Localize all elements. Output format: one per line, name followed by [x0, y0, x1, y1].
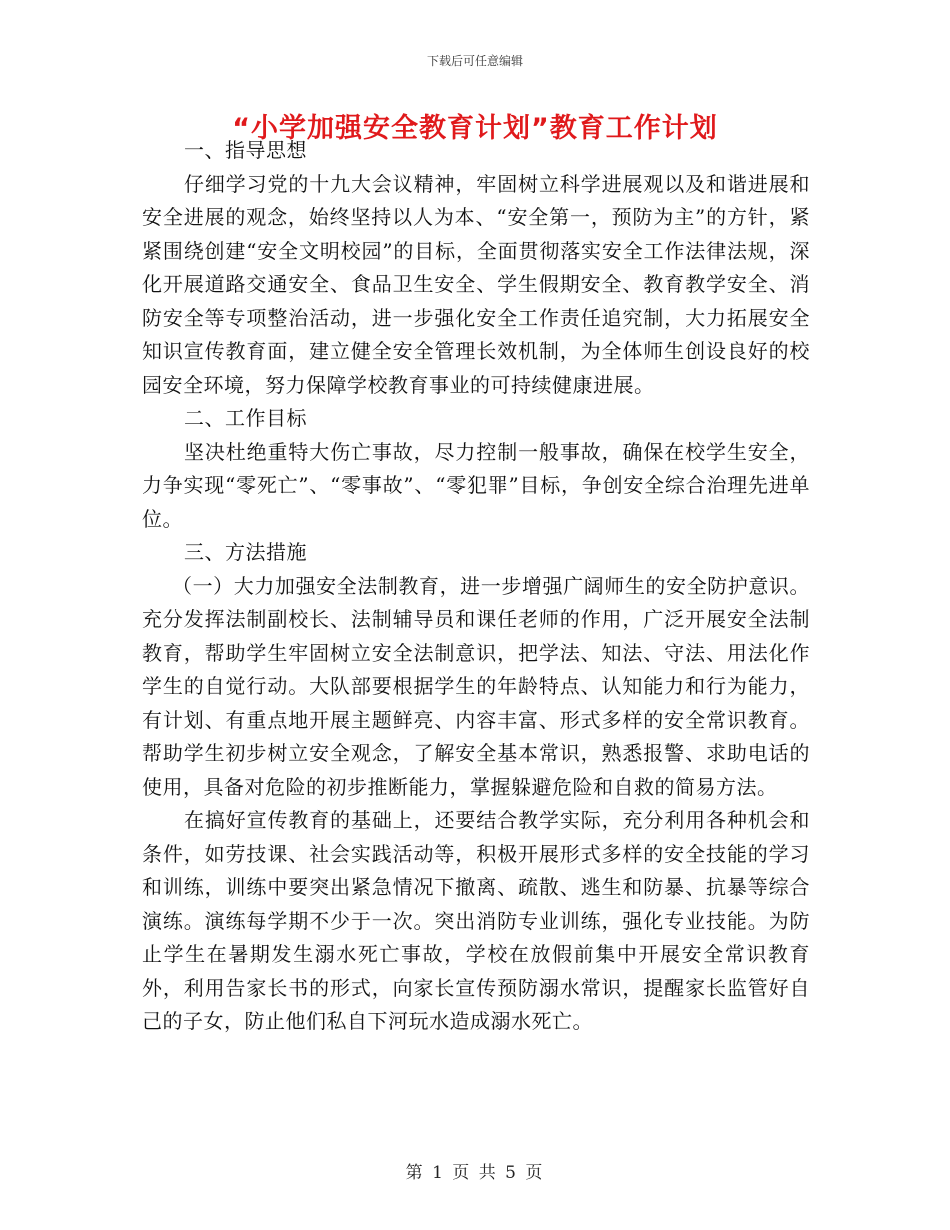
section-3-paragraph-2: 在搞好宣传教育的基础上，还要结合教学实际，充分利用各种机会和条件，如劳技课、社会实践活动等，积极开展形式多样的安全技能的学习和训练，训练中要突出紧急情况下撤离、疏散、逃生和防暴、抗暴等综合演练。演练每学期不少于一次。突出消防专业训练，强化专业技能。为防止学生在暑期发生溺水死亡事故，学校在放假前集中开展安全常识教育外，利用告家长书的形式，向家长宣传预防溺水常识，提醒家长监管好自己的子女，防止他们私自下河玩水造成溺水死亡。 [142, 808, 810, 1033]
section-2-paragraph: 坚决杜绝重特大伤亡事故，尽力控制一般事故，确保在校学生安全，力争实现“零死亡”、“零事故”、“零犯罪”目标，争创安全综合治理先进单位。 [142, 439, 810, 531]
section-1-heading: 一、指导思想 [184, 138, 307, 162]
page-number: 第 1 页 共 5 页 [405, 1163, 545, 1183]
section-2-heading: 二、工作目标 [184, 406, 307, 430]
document-body [142, 134, 810, 1039]
document-title: “小学加强安全教育计划”教育工作计划 [232, 113, 718, 144]
section-3-heading: 三、方法措施 [184, 540, 307, 564]
section-3-paragraph-1: （一）大力加强安全法制教育，进一步增强广阔师生的安全防护意识。充分发挥法制副校长、法制辅导员和课任老师的作用，广泛开展安全法制教育，帮助学生牢固树立安全法制意识，把学法、知法、守法、用法化作学生的自觉行动。大队部要根据学生的年龄特点、认知能力和行为能力，有计划、有重点地开展主题鲜亮、内容丰富、形式多样的安全常识教育。帮助学生初步树立安全观念，了解安全基本常识，熟悉报警、求助电话的使用，具备对危险的初步推断能力，掌握躲避危险和自救的简易方法。 [142, 573, 810, 799]
page-header-note: 下载后可任意编辑 [426, 54, 523, 68]
section-1-paragraph: 仔细学习党的十九大会议精神，牢固树立科学进展观以及和谐进展和安全进展的观念，始终坚持以人为本、“安全第一，预防为主”的方针，紧紧围绕创建“安全文明校园”的目标，全面贯彻落实安全工作法律法规，深化开展道路交通安全、食品卫生安全、学生假期安全、教育教学安全、消防安全等专项整治活动，进一步强化安全工作责任追究制，大力拓展安全知识宣传教育面，建立健全安全管理长效机制，为全体师生创设良好的校园安全环境，努力保障学校教育事业的可持续健康进展。 [142, 171, 810, 397]
